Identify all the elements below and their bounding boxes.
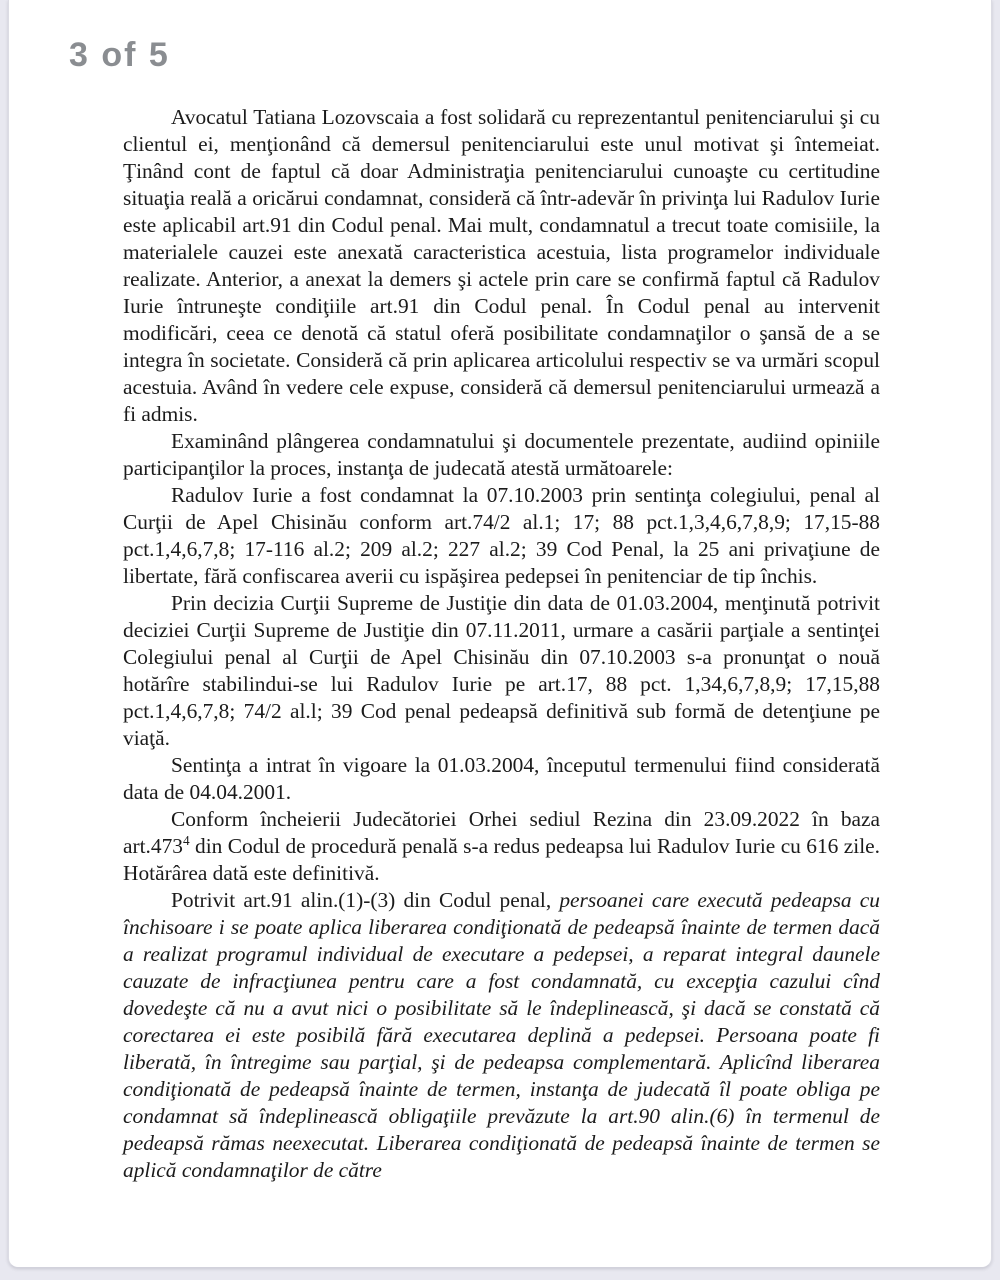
text-run: Conform încheierii Judecătoriei Orhei sediul Rezina din 23.09.2022 în baza art.473 — [123, 807, 880, 858]
text-run: Radulov Iurie a fost condamnat la 07.10.2003 prin sentinţa colegiului, penal al Curţii de Apel Chisinău conform art.74/2 al.1; 17; 88 pct.1,3,4,6,7,8,9; 17,15-88 pct.1,4,6,7,8; 17-116 al.2; 209 al.2; 227 al.2; 39 Cod Penal, la 25 ani privaţiune de libertate, fără confiscarea averii cu ispăşirea pedepsei în penitenciar de tip închis. — [123, 483, 880, 588]
paragraph — [123, 887, 880, 1184]
text-run: Potrivit art.91 alin.(1)-(3) din Codul penal, — [171, 888, 560, 912]
paragraph — [123, 752, 880, 806]
text-run: Avocatul Tatiana Lozovscaia a fost solidară cu reprezentantul penitenciarului şi cu clientul ei, menţionând că demersul penitenciarului este unul motivat şi întemeiat. Ţinând cont de faptul că doar Administraţia penitenciarului cunoaşte cu certitudine situaţia reală a oricărui condamnat, consideră că într-adevăr în privinţa lui Radulov Iurie este aplicabil art.91 din Codul penal. Mai mult, condamnatul a trecut toate comisiile, la materialele cauzei este anexată caracteristica acestuia, lista programelor individuale realizate. Anterior, a anexat la demers şi actele prin care se confirmă faptul că Radulov Iurie întruneşte condiţiile art.91 din Codul penal. În Codul penal au intervenit modificări, ceea ce denotă că statul oferă posibilitate condamnaţilor o şansă de a se integra în societate. Consideră că prin aplicarea articolului respectiv se va urmări scopul acestuia. Având în vedere cele expuse, consideră că demersul penitenciarului urmează a fi admis. — [123, 105, 880, 426]
paragraph — [123, 104, 880, 428]
text-run: Examinând plângerea condamnatului şi documentele prezentate, audiind opiniile participanţilor la proces, instanţa de judecată atestă următoarele: — [123, 429, 880, 480]
paragraph — [123, 428, 880, 482]
paragraph — [123, 806, 880, 887]
document-page — [8, 0, 992, 1268]
superscript: 4 — [183, 832, 190, 848]
italic-text-run: persoanei care execută pedeapsa cu închisoare i se poate aplica liberarea condiţionată de pedeapsă înainte de termen dacă a realizat programul individual de executare a pedepsei, a reparat integral daunele cauzate de infracţiunea pentru care a fost condamnată, cu excepţia cazului cînd dovedeşte că nu a avut nici o posibilitate să le îndeplinească, şi dacă se constată că corectarea ei este posibilă fără executarea deplină a pedepsei. Persoana poate fi liberată, în întregime sau parţial, şi de pedeapsa complementară. Aplicînd liberarea condiţionată de pedeapsă înainte de termen, instanţa de judecată îl poate obliga pe condamnat să îndeplinească obligaţiile prevăzute la art.90 alin.(6) în termenul de pedeapsă rămas neexecutat. Liberarea condiţionată de pedeapsă înainte de termen se aplică condamnaţilor de către — [123, 888, 880, 1182]
page-indicator: 3 of 5 — [69, 36, 170, 74]
paragraph — [123, 482, 880, 590]
text-run: din Codul de procedură penală s-a redus pedeapsa lui Radulov Iurie cu 616 zile. Hotărârea dată este definitivă. — [123, 834, 880, 885]
text-run: Sentinţa a intrat în vigoare la 01.03.2004, începutul termenului fiind considerată data de 04.04.2001. — [123, 753, 880, 804]
text-run: Prin decizia Curţii Supreme de Justiţie din data de 01.03.2004, menţinută potrivit deciziei Curţii Supreme de Justiţie din 07.11.2011, urmare a casării parţiale a sentinţei Colegiului penal al Curţii de Apel Chisinău din 07.10.2003 s-a pronunţat o nouă hotărîre stabilindui-se lui Radulov Iurie pe art.17, 88 pct. 1,34,6,7,8,9; 17,15,88 pct.1,4,6,7,8; 74/2 al.l; 39 Cod penal pedeapsă definitivă sub formă de detenţiune pe viaţă. — [123, 591, 880, 750]
document-text — [123, 104, 880, 1184]
paragraph — [123, 590, 880, 752]
